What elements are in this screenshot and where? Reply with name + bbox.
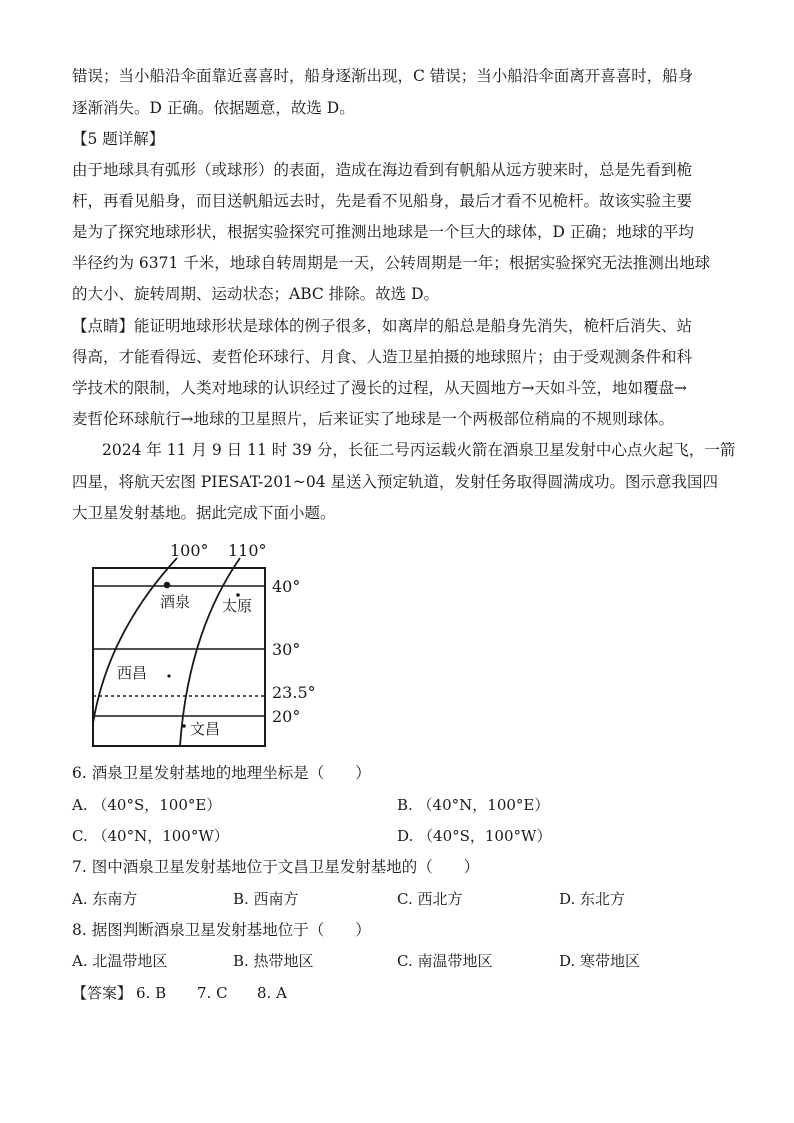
question-6-stem: 6. 酒泉卫星发射基地的地理坐标是（ ） (72, 764, 371, 782)
text-line: 半径约为 6371 千米，地球自转周期是一天，公转周期是一年；根据实验探究无法推测出地球 (72, 254, 711, 272)
answer-8: 8. A (257, 984, 287, 1002)
text-line: 的大小、旋转周期、运动状态；ABC 排除。故选 D。 (72, 285, 440, 303)
text-line: 错误；当小船沿伞面靠近喜喜时，船身逐渐出现，C 错误；当小船沿伞面离开喜喜时，船身 (72, 67, 694, 85)
text-line: 逐渐消失。D 正确。依据题意，故选 D。 (72, 99, 355, 117)
meridian-100 (93, 558, 177, 723)
intro-line: 2024 年 11 月 9 日 11 时 39 分，长征二号丙运载火箭在酒泉卫星发射中心点火起飞，一箭 (102, 441, 736, 459)
satellite-launch-base-map (80, 538, 320, 753)
tip-line: 麦哲伦环球航行→地球的卫星照片，后来证实了地球是一个两极部位稍扁的不规则球体。 (72, 410, 674, 428)
latitude-label-40: 40° (272, 577, 301, 596)
question-8-stem: 8. 据图判断酒泉卫星发射基地位于（ ） (72, 921, 371, 939)
answer-7: 7. C (197, 984, 228, 1002)
question-6-option-b[interactable]: B. （40°N，100°E） (397, 796, 550, 814)
question-8-option-a[interactable]: A. 北温带地区 (72, 952, 168, 970)
intro-line: 大卫星发射基地。据此完成下面小题。 (72, 504, 336, 522)
answers-label: 【答案】 (72, 984, 133, 1002)
intro-line: 四星，将航天宏图 PIESAT-201~04 星送入预定轨道，发射任务取得圆满成功。图示意我国四 (72, 473, 719, 491)
question-7-option-c[interactable]: C. 西北方 (397, 890, 463, 908)
place-label-jiuquan: 酒泉 (160, 593, 191, 611)
jiuquan-marker (164, 582, 171, 589)
wenchang-marker (182, 724, 186, 728)
text-line: 是为了探究地球形状，根据实验探究可推测出地球是一个巨大的球体，D 正确；地球的平均 (72, 223, 694, 241)
question-8-option-b[interactable]: B. 热带地区 (233, 952, 314, 970)
latitude-label-30: 30° (272, 640, 301, 659)
question-8-option-c[interactable]: C. 南温带地区 (397, 952, 493, 970)
question-7-stem: 7. 图中酒泉卫星发射基地位于文昌卫星发射基地的（ ） (72, 858, 480, 876)
question-7-option-a[interactable]: A. 东南方 (72, 890, 138, 908)
question-6-option-a[interactable]: A. （40°S，100°E） (72, 796, 222, 814)
tip-line: 【点睛】能证明地球形状是球体的例子很多，如离岸的船总是船身先消失，桅杆后消失、站 (72, 317, 693, 335)
section-heading: 【5 题详解】 (72, 130, 165, 148)
xichang-marker (167, 674, 170, 677)
tip-line: 学技术的限制，人类对地球的认识经过了漫长的过程，从天圆地方→天如斗笠，地如覆盘→ (72, 379, 687, 397)
tip-line: 得高，才能看得远、麦哲伦环球行、月食、人造卫星拍摄的地球照片；由于受观测条件和科 (72, 348, 693, 366)
place-label-xichang: 西昌 (117, 664, 148, 682)
latitude-label-23-5: 23.5° (272, 683, 316, 702)
question-6-option-c[interactable]: C. （40°N，100°W） (72, 827, 229, 845)
place-label-wenchang: 文昌 (190, 720, 221, 738)
text-line: 由于地球具有弧形（或球形）的表面，造成在海边看到有帆船从远方驶来时，总是先看到桅 (72, 161, 693, 179)
question-7-option-d[interactable]: D. 东北方 (559, 890, 626, 908)
latitude-label-20: 20° (272, 707, 301, 726)
question-7-option-b[interactable]: B. 西南方 (233, 890, 299, 908)
question-6-option-d[interactable]: D. （40°S，100°W） (397, 827, 552, 845)
question-8-option-d[interactable]: D. 寒带地区 (559, 952, 641, 970)
longitude-label-110: 110° (228, 541, 267, 560)
text-line: 杆，再看见船身，而目送帆船远去时，先是看不见船身，最后才看不见桅杆。故该实验主要 (72, 192, 693, 210)
longitude-label-100: 100° (170, 541, 209, 560)
answer-6: 6. B (136, 984, 167, 1002)
place-label-taiyuan: 太原 (222, 597, 253, 615)
